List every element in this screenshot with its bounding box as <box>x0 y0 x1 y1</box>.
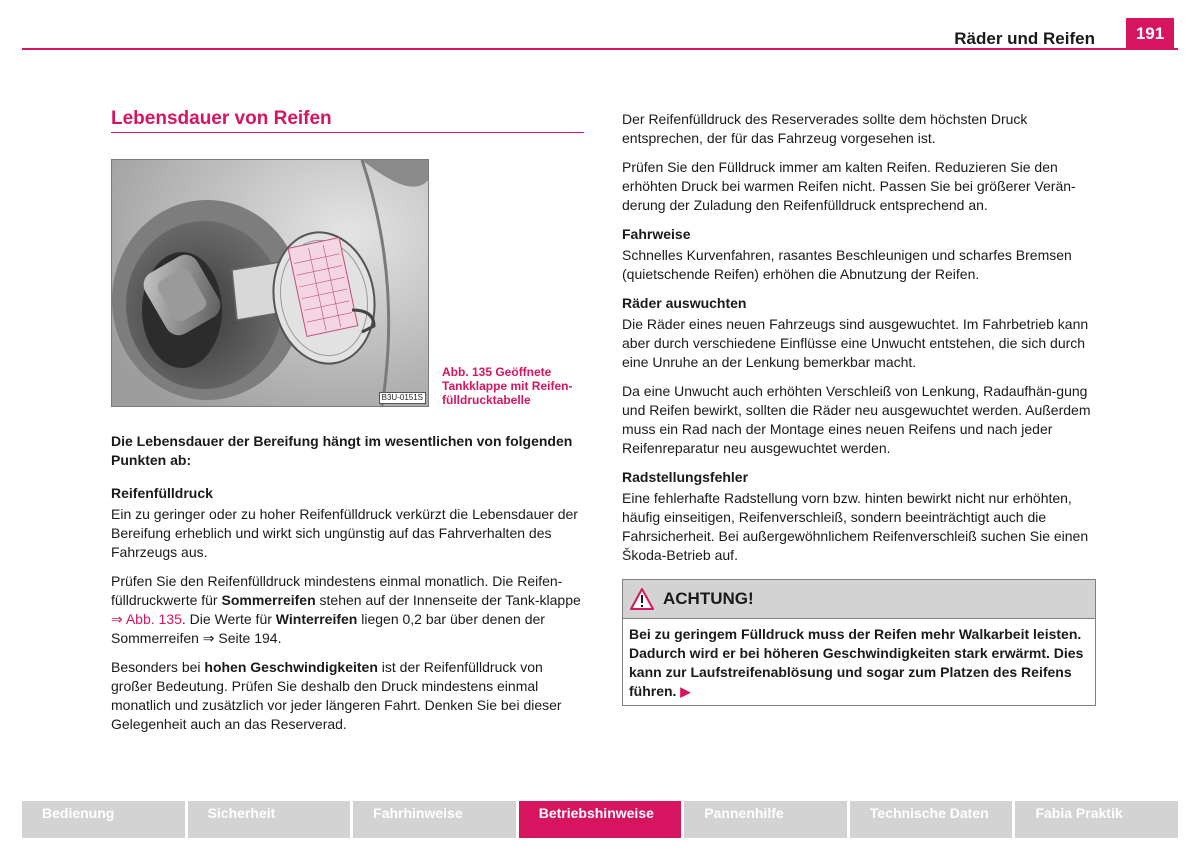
paragraph-radstellung: Eine fehlerhafte Radstellung vorn bzw. hinten bewirkt nicht nur erhöhten, häufig einseitigen, Reifenverschleiß, sondern beeinträchtigt auch die Fahrsicherheit. Bei außergewöhnlichem Reifenverschleiß suchen Sie einen Škoda-Betrieb auf. <box>622 490 1089 563</box>
paragraph-reserverad: Der Reifenfülldruck des Reserverades sollte dem höchsten Druck entsprechen, der für das Fahrzeug vorgesehen ist. <box>622 111 1028 146</box>
warning-text: Bei zu geringem Fülldruck muss der Reifen mehr Walkarbeit leisten. Dadurch wird er bei höheren Geschwindigkeiten stark erwärmt. Dies kann zur Laufstreifenablösung und sogar zum Platzen des Reifens führen. <box>629 626 1084 699</box>
text-span: liegen 0,2 bar über denen der Sommerreifen ⇒ Seite 194. <box>111 611 545 646</box>
figure-link[interactable]: ⇒ Abb. 135 <box>111 611 182 627</box>
text-span: . Die Werte für <box>181 611 276 627</box>
bold-sommerreifen: Sommerreifen <box>221 592 316 608</box>
heading-reifenfuelldruck: Reifenfülldruck <box>111 485 213 501</box>
paragraph-reifenfuelldruck-3 <box>111 658 584 734</box>
figure-code: B3U-0151S <box>379 392 426 404</box>
warning-box <box>622 579 1096 706</box>
text-span: Besonders bei <box>111 659 205 675</box>
lead-paragraph: Die Lebensdauer der Bereifung hängt im wesentlichen von folgenden Punkten ab: <box>111 433 573 468</box>
nav-item-fahrhinweise[interactable]: Fahrhinweise <box>353 801 516 838</box>
text-span: ist der Reifenfülldruck von großer Bedeutung. Prüfen Sie deshalb den Druck mindestens einmal monatlich und zusätzlich vor jeder längeren Fahrt. Denken Sie bei dieser Gelegenheit auch an das Reserverad. <box>111 659 562 732</box>
heading-fahrweise: Fahrweise <box>622 226 691 242</box>
paragraph-auswuchten-1: Die Räder eines neuen Fahrzeugs sind ausgewuchtet. Im Fahrbetrieb kann aber durch verschiedene Einflüsse eine Unwucht entstehen, die sich durch eine Unruhe an der Lenkung bemerkbar macht. <box>622 316 1089 370</box>
paragraph-reifenfuelldruck-1: Ein zu geringer oder zu hoher Reifenfülldruck verkürzt die Lebensdauer der Bereifung erheblich und wirkt sich ungünstig auf das Fahrverhalten des Fahrzeugs aus. <box>111 506 578 560</box>
page-number: 191 <box>1126 18 1174 50</box>
nav-item-technische-daten[interactable]: Technische Daten <box>850 801 1013 838</box>
bottom-nav <box>22 801 1178 838</box>
heading-auswuchten: Räder auswuchten <box>622 295 747 311</box>
bold-winterreifen: Winterreifen <box>275 611 358 627</box>
paragraph-reifenfuelldruck-2 <box>111 572 584 648</box>
text-span: Prüfen Sie den Reifenfülldruck mindestens einmal monatlich. Die Reifen-fülldruckwerte für <box>111 573 563 608</box>
nav-item-bedienung[interactable]: Bedienung <box>22 801 185 838</box>
warning-title: ACHTUNG! <box>663 589 754 608</box>
figure-caption: Abb. 135 Geöffnete Tankklappe mit Reifen-fülldrucktabelle <box>442 365 573 407</box>
nav-item-betriebshinweise[interactable]: Betriebshinweise <box>519 801 682 838</box>
heading-radstellung: Radstellungsfehler <box>622 469 749 485</box>
text-span: stehen auf der Innenseite der Tank-klappe <box>315 592 581 608</box>
page-header-title: Räder und Reifen <box>954 29 1095 48</box>
warning-header <box>623 580 1095 619</box>
figure-row <box>111 159 584 407</box>
paragraph-auswuchten-2: Da eine Unwucht auch erhöhten Verschleiß von Lenkung, Radaufhän-gung und Reifen bewirkt, sollten die Räder neu ausgewuchtet werden. Außerdem muss ein Rad nach der Montage eines neuen Reifens und nach jeder Reifenreparatur neu ausgewuchtet werden. <box>622 383 1091 456</box>
figure-image <box>111 159 429 407</box>
bold-geschwindigkeiten: hohen Geschwindigkeiten <box>204 659 378 675</box>
warning-body <box>623 619 1095 705</box>
nav-item-sicherheit[interactable]: Sicherheit <box>188 801 351 838</box>
paragraph-kalter-reifen: Prüfen Sie den Fülldruck immer am kalten Reifen. Reduzieren Sie den erhöhten Druck bei warmen Reifen nicht. Passen Sie bei größerer Verän-derung der Zuladung den Reifenfülldruck entsprechend an. <box>622 159 1076 213</box>
nav-item-pannenhilfe[interactable]: Pannenhilfe <box>684 801 847 838</box>
continue-arrow-icon: ▶ <box>680 684 691 699</box>
warning-triangle-icon <box>629 587 655 611</box>
fuel-flap-illustration <box>112 160 428 406</box>
right-column <box>622 110 1096 706</box>
section-title: Lebensdauer von Reifen <box>111 108 584 133</box>
paragraph-fahrweise: Schnelles Kurvenfahren, rasantes Beschleunigen und scharfes Bremsen (quietschende Reifen) erhöhen die Abnutzung der Reifen. <box>622 247 1072 282</box>
left-column <box>111 108 584 744</box>
nav-item-fabia-praktik[interactable]: Fabia Praktik <box>1015 801 1178 838</box>
